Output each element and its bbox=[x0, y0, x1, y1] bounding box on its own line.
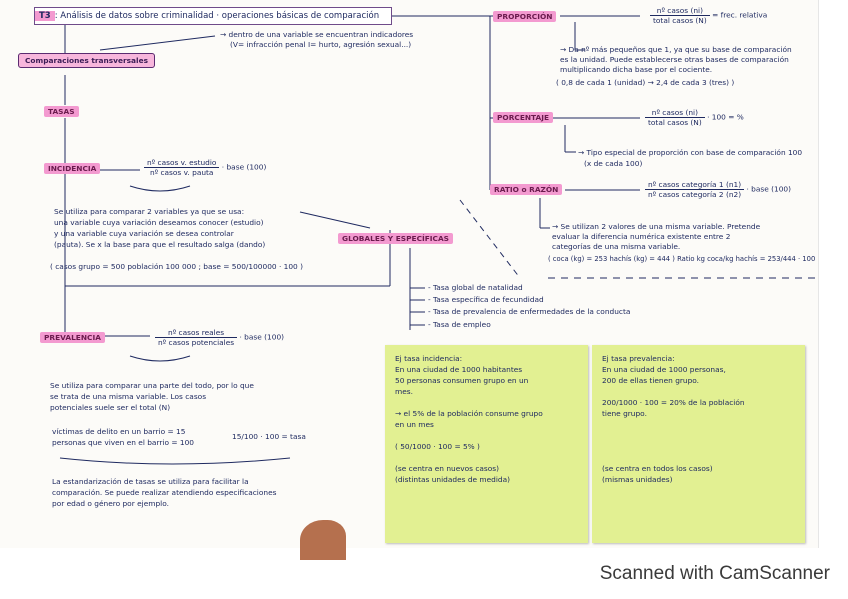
proporcion-row bbox=[493, 12, 556, 22]
note-prevalencia-title: Ej tasa prevalencia: bbox=[602, 354, 675, 363]
comparaciones-note-1: → dentro de una variable se encuentran indicadores bbox=[220, 30, 414, 39]
ratio-fraction bbox=[645, 180, 744, 199]
title-text: : Análisis de datos sobre criminalidad · operaciones básicas de comparación bbox=[54, 11, 380, 21]
incidencia-formula bbox=[144, 158, 266, 177]
prevalencia-desc-1: Se utiliza para comparar una parte del todo, por lo que bbox=[50, 381, 254, 390]
comparaciones-box bbox=[18, 56, 155, 66]
proporcion-formula bbox=[650, 6, 767, 25]
note-incidencia-line: ( 50/1000 · 100 = 5% ) bbox=[395, 442, 480, 451]
note-prevalencia-line bbox=[602, 419, 795, 430]
globales-item-3: - Tasa de prevalencia de enfermedades de la conducta bbox=[428, 307, 631, 316]
note-incidencia-line: → el 5% de la población consume grupo bbox=[395, 409, 543, 418]
note-incidencia-line bbox=[395, 430, 578, 441]
ratio-formula bbox=[645, 180, 791, 199]
ratio-desc-2: evaluar la diferencia numérica existente entre 2 bbox=[552, 232, 731, 241]
note-incidencia-line bbox=[395, 452, 578, 463]
ratio-den: nº casos categoría 2 (n2) bbox=[648, 190, 742, 199]
incidencia-desc-1: Se utiliza para comparar 2 variables ya que se usa: bbox=[54, 207, 245, 216]
proporcion-desc-1: → Da nº más pequeños que 1, ya que su base de comparación bbox=[560, 45, 792, 54]
prevalencia-summary-1: La estandarización de tasas se utiliza para facilitar la bbox=[52, 477, 249, 486]
proporcion-fraction bbox=[650, 6, 710, 25]
prevalencia-summary-3: por edad o género por ejemplo. bbox=[52, 499, 169, 508]
note-incidencia-title: Ej tasa incidencia: bbox=[395, 354, 463, 363]
note-prevalencia-line: 200 de ellas tienen grupo. bbox=[602, 376, 700, 385]
note-incidencia-line: (se centra en nuevos casos) bbox=[395, 464, 500, 473]
note-prevalencia-line: tiene grupo. bbox=[602, 409, 647, 418]
proporcion-desc-4: ( 0,8 de cada 1 (unidad) → 2,4 de cada 3 (tres) ) bbox=[556, 78, 735, 87]
incidencia-desc-4: (pauta). Se x la base para que el resultado salga (dando) bbox=[54, 240, 266, 249]
ratio-tail: · base (100) bbox=[746, 184, 792, 194]
porcentaje-fraction bbox=[645, 108, 705, 127]
note-prevalencia-line bbox=[602, 386, 795, 397]
proporcion-num: nº casos (ni) bbox=[650, 6, 710, 16]
note-prevalencia-line: En una ciudad de 1000 personas, bbox=[602, 365, 726, 374]
finger-thumb bbox=[300, 520, 346, 560]
scanner-watermark: Scanned with CamScanner bbox=[599, 563, 830, 584]
note-incidencia-line: (distintas unidades de medida) bbox=[395, 475, 511, 484]
incidencia-num: nº casos v. estudio bbox=[144, 158, 219, 168]
prevalencia-row bbox=[40, 333, 105, 343]
incidencia-example: ( casos grupo = 500 población 100 000 ; base = 500/100000 · 100 ) bbox=[50, 262, 303, 271]
ratio-row bbox=[490, 185, 562, 195]
prevalencia-desc-3: potenciales suele ser el total (N) bbox=[50, 403, 171, 412]
porcentaje-desc-2: (x de cada 100) bbox=[584, 159, 643, 168]
note-incidencia-line: en un mes bbox=[395, 420, 434, 429]
prevalencia-formula bbox=[155, 328, 284, 347]
incidencia-desc-3: y una variable cuya variación se desea controlar bbox=[54, 229, 234, 238]
porcentaje-desc-1: → Tipo especial de proporción con base de comparación 100 bbox=[578, 148, 803, 157]
tasas-heading bbox=[44, 107, 79, 117]
note-prevalencia-line: 200/1000 · 100 = 20% de la población bbox=[602, 398, 745, 407]
prevalencia-summary-2: comparación. Se puede realizar atendiendo especificaciones bbox=[52, 488, 277, 497]
note-prevalencia bbox=[592, 345, 805, 543]
globales-row bbox=[338, 234, 453, 244]
proporcion-label: PROPORCIÓN bbox=[493, 11, 556, 22]
ratio-desc-4: ( coca (kg) = 253 hachís (kg) = 444 ) Ratio kg coca/kg hachís = 253/444 · 100 bbox=[548, 255, 816, 263]
prevalencia-example-1: víctimas de delito en un barrio = 15 bbox=[52, 427, 186, 436]
porcentaje-num: nº casos (ni) bbox=[645, 108, 705, 118]
incidencia-label: INCIDENCIA bbox=[44, 163, 100, 174]
note-prevalencia-line: (mismas unidades) bbox=[602, 475, 673, 484]
porcentaje-den: total casos (N) bbox=[648, 118, 702, 127]
tasas-label: TASAS bbox=[44, 106, 79, 117]
globales-label: GLOBALES Y ESPECÍFICAS bbox=[338, 233, 453, 244]
incidencia-desc-2: una variable cuya variación deseamos conocer (estudio) bbox=[54, 218, 264, 227]
prevalencia-label: PREVALENCIA bbox=[40, 332, 105, 343]
globales-item-1: - Tasa global de natalidad bbox=[428, 283, 523, 292]
porcentaje-label: PORCENTAJE bbox=[493, 112, 553, 123]
note-prevalencia-line bbox=[602, 441, 795, 452]
porcentaje-formula bbox=[645, 108, 744, 127]
comparaciones-label: Comparaciones transversales bbox=[18, 53, 155, 68]
ratio-label: RATIO o RAZÓN bbox=[490, 184, 562, 195]
ratio-desc-3: categorías de una misma variable. bbox=[552, 242, 681, 251]
globales-item-4: - Tasa de empleo bbox=[428, 320, 491, 329]
prevalencia-example-3: 15/100 · 100 = tasa bbox=[232, 432, 306, 441]
note-incidencia-line: 50 personas consumen grupo en un bbox=[395, 376, 529, 385]
prevalencia-den: nº casos potenciales bbox=[158, 338, 235, 347]
note-incidencia bbox=[385, 345, 588, 543]
porcentaje-tail: · 100 = % bbox=[707, 112, 744, 122]
incidencia-fraction bbox=[144, 158, 219, 177]
note-incidencia-line: En una ciudad de 1000 habitantes bbox=[395, 365, 523, 374]
note-prevalencia-line bbox=[602, 452, 795, 463]
note-incidencia-line: mes. bbox=[395, 387, 413, 396]
ratio-num: nº casos categoría 1 (n1) bbox=[645, 180, 744, 190]
proporcion-den: total casos (N) bbox=[653, 16, 707, 25]
comparaciones-note-2: (V= infracción penal I= hurto, agresión sexual...) bbox=[230, 40, 412, 49]
proporcion-desc-3: multiplicando dicha base por el cociente. bbox=[560, 65, 713, 74]
incidencia-row bbox=[44, 164, 100, 174]
note-incidencia-line bbox=[395, 397, 578, 408]
page-title bbox=[34, 7, 392, 25]
prevalencia-example-2: personas que viven en el barrio = 100 bbox=[52, 438, 194, 447]
title-prefix: T3 bbox=[35, 11, 55, 21]
incidencia-tail: · base (100) bbox=[221, 162, 267, 172]
prevalencia-desc-2: se trata de una misma variable. Los casos bbox=[50, 392, 207, 401]
prevalencia-num: nº casos reales bbox=[155, 328, 237, 338]
prevalencia-fraction bbox=[155, 328, 237, 347]
globales-item-2: - Tasa específica de fecundidad bbox=[428, 295, 544, 304]
note-prevalencia-line bbox=[602, 430, 795, 441]
prevalencia-tail: · base (100) bbox=[239, 332, 285, 342]
ratio-desc-1: → Se utilizan 2 valores de una misma variable. Pretende bbox=[552, 222, 761, 231]
porcentaje-row bbox=[493, 113, 553, 123]
note-prevalencia-line: (se centra en todos los casos) bbox=[602, 464, 713, 473]
incidencia-den: nº casos v. pauta bbox=[149, 168, 214, 177]
proporcion-desc-2: es la unidad. Puede establecerse otras bases de comparación bbox=[560, 55, 789, 64]
proporcion-tail: = frec. relativa bbox=[712, 10, 768, 20]
